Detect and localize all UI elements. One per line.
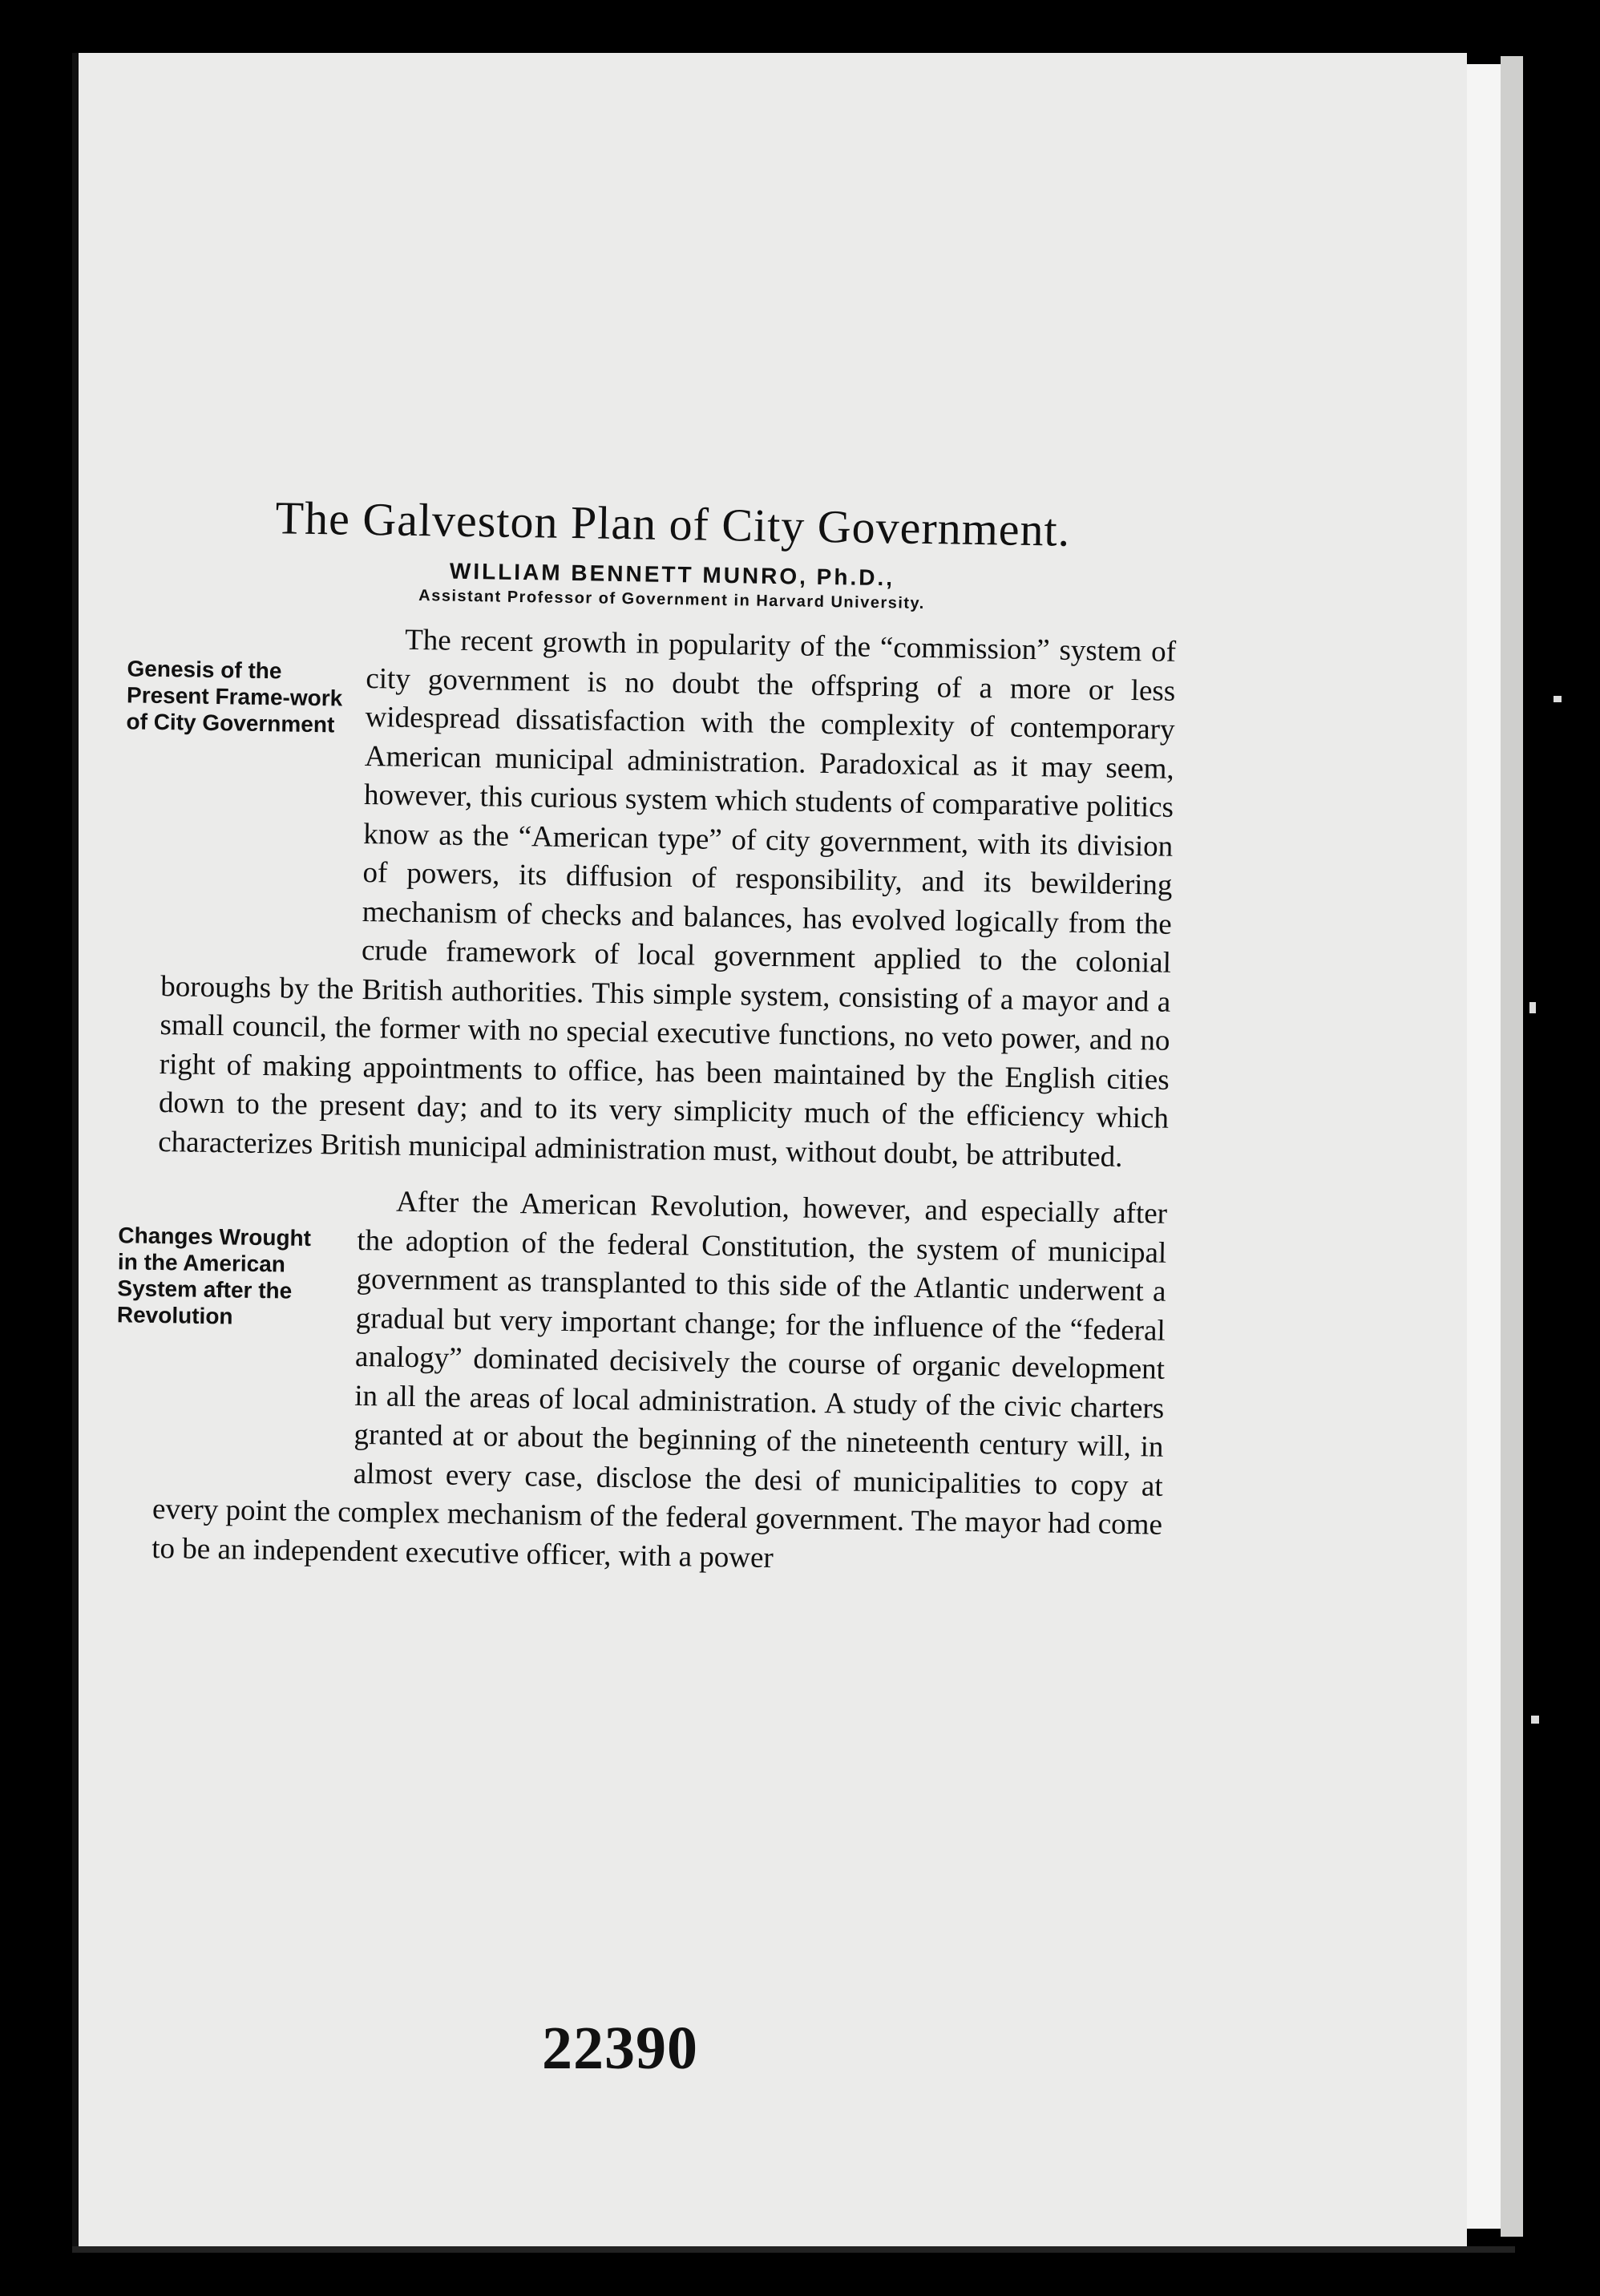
binding-edge [72, 53, 79, 2253]
scan-speck [1529, 1002, 1536, 1013]
article-title: The Galveston Plan of City Government. [275, 491, 1071, 556]
paragraph-text: The recent growth in popularity of the “commission” system of city government is no doubt the offspring of a more or less widespread dissatisfaction with the complexity of contemporary American municipal administration. Paradoxical as it may seem, however, this curious system which students of comparative politics know as the “American type” of city government, with its division of powers, its diffusion of responsibility, and its bewildering mechanism of checks and balances, has evolved logically from the crude framework of local government applied to the colonial boroughs by the British authorities. This simple system, consisting of a mayor and a small council, the former with no special executive functions, no veto power, and no right of making appointments to office, has been maintained by the English cities down to the present day; and to its very simplicity much of the efficiency which characterizes British municipal administration must, without doubt, be attributed. [157, 623, 1177, 1174]
author-name: WILLIAM BENNETT MUNRO, Ph.D., [449, 558, 895, 591]
paragraph-text: After the American Revolution, however, and especially after the adoption of the federal Constitution, the system of municipal government as transplanted to this side of the Atlantic underwent a gradual but very important change; for the influence of the “federal analogy” dominated decisively the course of organic development in all the areas of local administration. A study of the civic charters granted at or about the beginning of the nineteenth century will, in almost every case, disclose the desi of municipalities to copy at every point the complex mechanism of the federal government. The mayor had come to be an independent executive officer, with a power [152, 1185, 1168, 1574]
article-body [116, 489, 1178, 1602]
scan-speck [1531, 1716, 1539, 1724]
margin-note: Changes Wrought in the American System after the Revolution [116, 1223, 312, 1329]
author-affiliation: Assistant Professor of Government in Harvard University. [418, 587, 925, 612]
paragraph [116, 1179, 1168, 1584]
scan-speck [1554, 696, 1562, 702]
bottom-edge [72, 2246, 1515, 2253]
page-number: 22390 [542, 2015, 698, 2082]
page-margin-strip [1467, 64, 1501, 2229]
margin-note: Genesis of the Present Frame-work of City Government [126, 656, 343, 738]
paragraph [126, 617, 1177, 1178]
page-edge [1501, 56, 1523, 2237]
